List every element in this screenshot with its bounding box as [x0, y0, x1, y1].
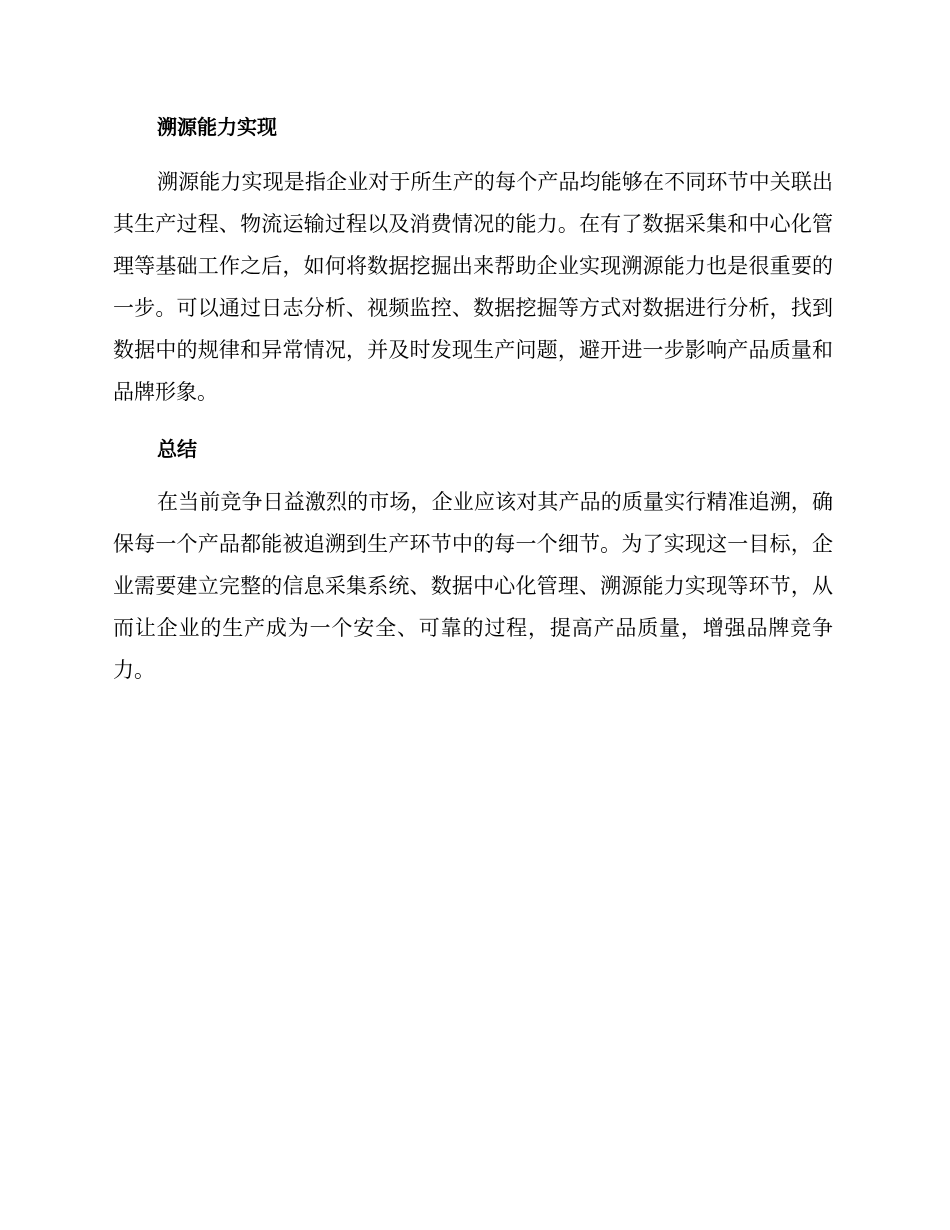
section-heading-traceability: 溯源能力实现 — [157, 115, 277, 139]
section-heading-summary: 总结 — [157, 437, 197, 461]
section-paragraph-traceability: 溯源能力实现是指企业对于所生产的每个产品均能够在不同环节中关联出其生产过程、物流运输过程以及消费情况的能力。在有了数据采集和中心化管理等基础工作之后，如何将数据挖掘出来帮助企业实现溯源能力也是很重要的一步。可以通过日志分析、视频监控、数据挖掘等方式对数据进行分析，找到数据中的规律和异常情况，并及时发现生产问题，避开进一步影响产品质量和品牌形象。 — [113, 170, 833, 404]
section-paragraph-summary: 在当前竞争日益激烈的市场，企业应该对其产品的质量实行精准追溯，确保每一个产品都能被追溯到生产环节中的每一个细节。为了实现这一目标，企业需要建立完整的信息采集系统、数据中心化管理、溯源能力实现等环节，从而让企业的生产成为一个安全、可靠的过程，提高产品质量，增强品牌竞争力。 — [113, 490, 833, 682]
